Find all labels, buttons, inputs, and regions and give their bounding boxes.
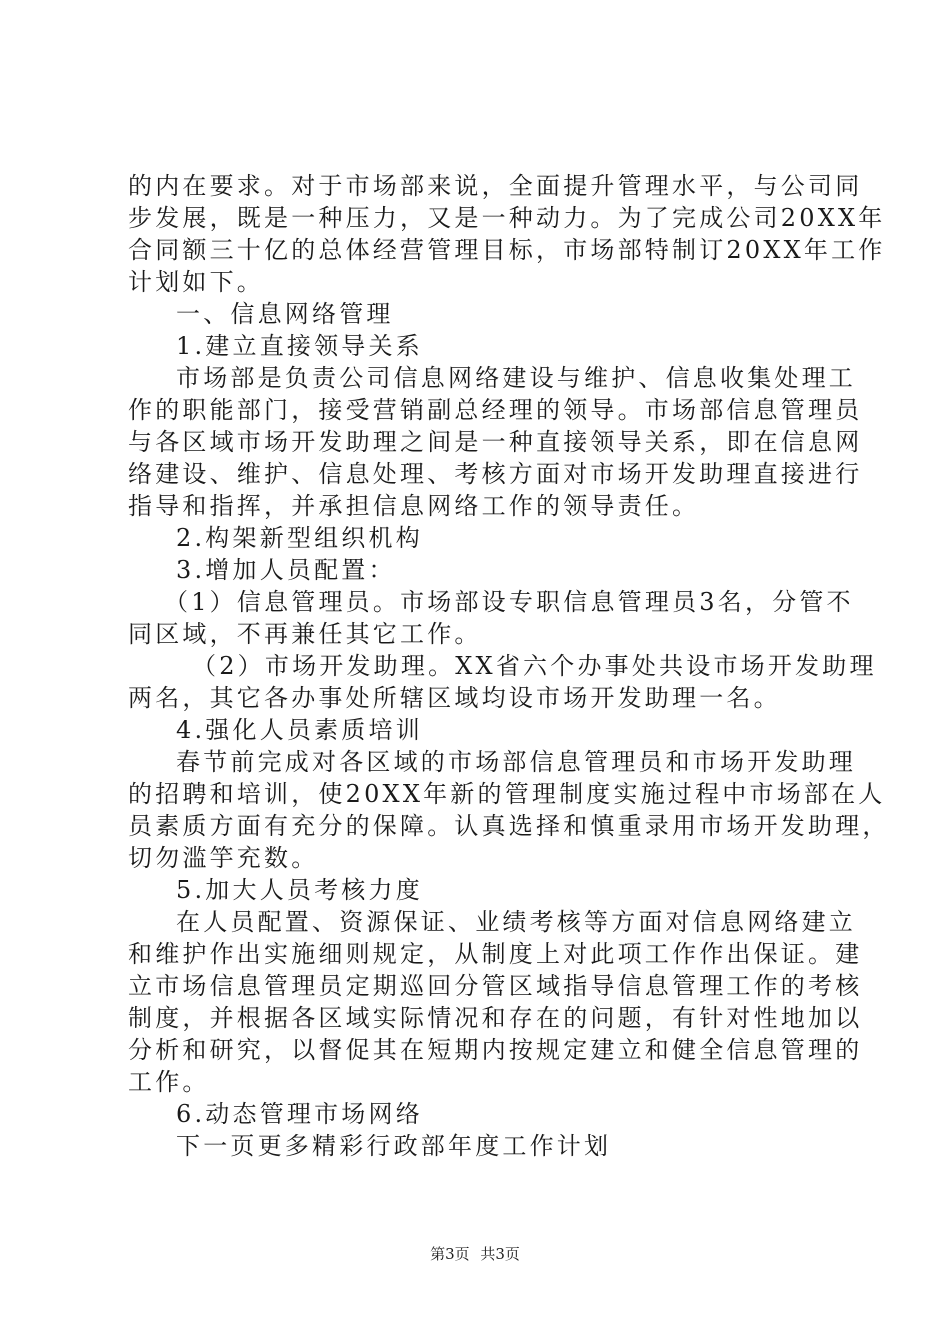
text-line: 制度，并根据各区域实际情况和存在的问题，有针对性地加以	[128, 1004, 863, 1032]
page-footer	[0, 1244, 950, 1264]
text-line: 员素质方面有充分的保障。认真选择和慎重录用市场开发助理，	[128, 812, 890, 840]
text-line: 切勿滥竽充数。	[128, 844, 319, 872]
text-line: 2.构架新型组织机构	[176, 524, 423, 552]
text-line: 下一页更多精彩行政部年度工作计划	[176, 1132, 612, 1160]
text-line: 在人员配置、资源保证、业绩考核等方面对信息网络建立	[176, 908, 856, 936]
text-line: 步发展，既是一种压力，又是一种动力。为了完成公司20XX年	[128, 204, 886, 232]
text-line: （1）信息管理员。市场部设专职信息管理员3名，分管不	[164, 588, 854, 616]
text-line: 立市场信息管理员定期巡回分管区域指导信息管理工作的考核	[128, 972, 863, 1000]
text-line: 分析和研究，以督促其在短期内按规定建立和健全信息管理的	[128, 1036, 863, 1064]
text-line: 和维护作出实施细则规定，从制度上对此项工作作出保证。建	[128, 940, 863, 968]
text-line: 4.强化人员素质培训	[176, 716, 423, 744]
text-line: 两名，其它各办事处所辖区域均设市场开发助理一名。	[128, 684, 781, 712]
text-line: 作的职能部门，接受营销副总经理的领导。市场部信息管理员	[128, 396, 863, 424]
text-line: 5.加大人员考核力度	[176, 876, 423, 904]
text-line: 指导和指挥，并承担信息网络工作的领导责任。	[128, 492, 700, 520]
text-line: 3.增加人员配置：	[176, 556, 396, 584]
text-line: （2）市场开发助理。XX省六个办事处共设市场开发助理	[192, 652, 877, 680]
text-line: 春节前完成对各区域的市场部信息管理员和市场开发助理	[176, 748, 856, 776]
text-line: 的内在要求。对于市场部来说，全面提升管理水平，与公司同	[128, 172, 863, 200]
document-body	[128, 170, 890, 1162]
page-number-total: 共3页	[480, 1245, 520, 1263]
text-line: 与各区域市场开发助理之间是一种直接领导关系，即在信息网	[128, 428, 863, 456]
text-line: 同区域，不再兼任其它工作。	[128, 620, 482, 648]
text-line: 络建设、维护、信息处理、考核方面对市场开发助理直接进行	[128, 460, 863, 488]
text-line: 6.动态管理市场网络	[176, 1100, 423, 1128]
text-line: 计划如下。	[128, 268, 264, 296]
page-number-current: 第3页	[430, 1245, 470, 1263]
text-line: 工作。	[128, 1068, 210, 1096]
text-line: 的招聘和培训，使20XX年新的管理制度实施过程中市场部在人	[128, 780, 886, 808]
text-line: 合同额三十亿的总体经营管理目标，市场部特制订20XX年工作	[128, 236, 886, 264]
text-line: 市场部是负责公司信息网络建设与维护、信息收集处理工	[176, 364, 856, 392]
text-line: 1.建立直接领导关系	[176, 332, 423, 360]
text-line: 一、信息网络管理	[176, 300, 394, 328]
